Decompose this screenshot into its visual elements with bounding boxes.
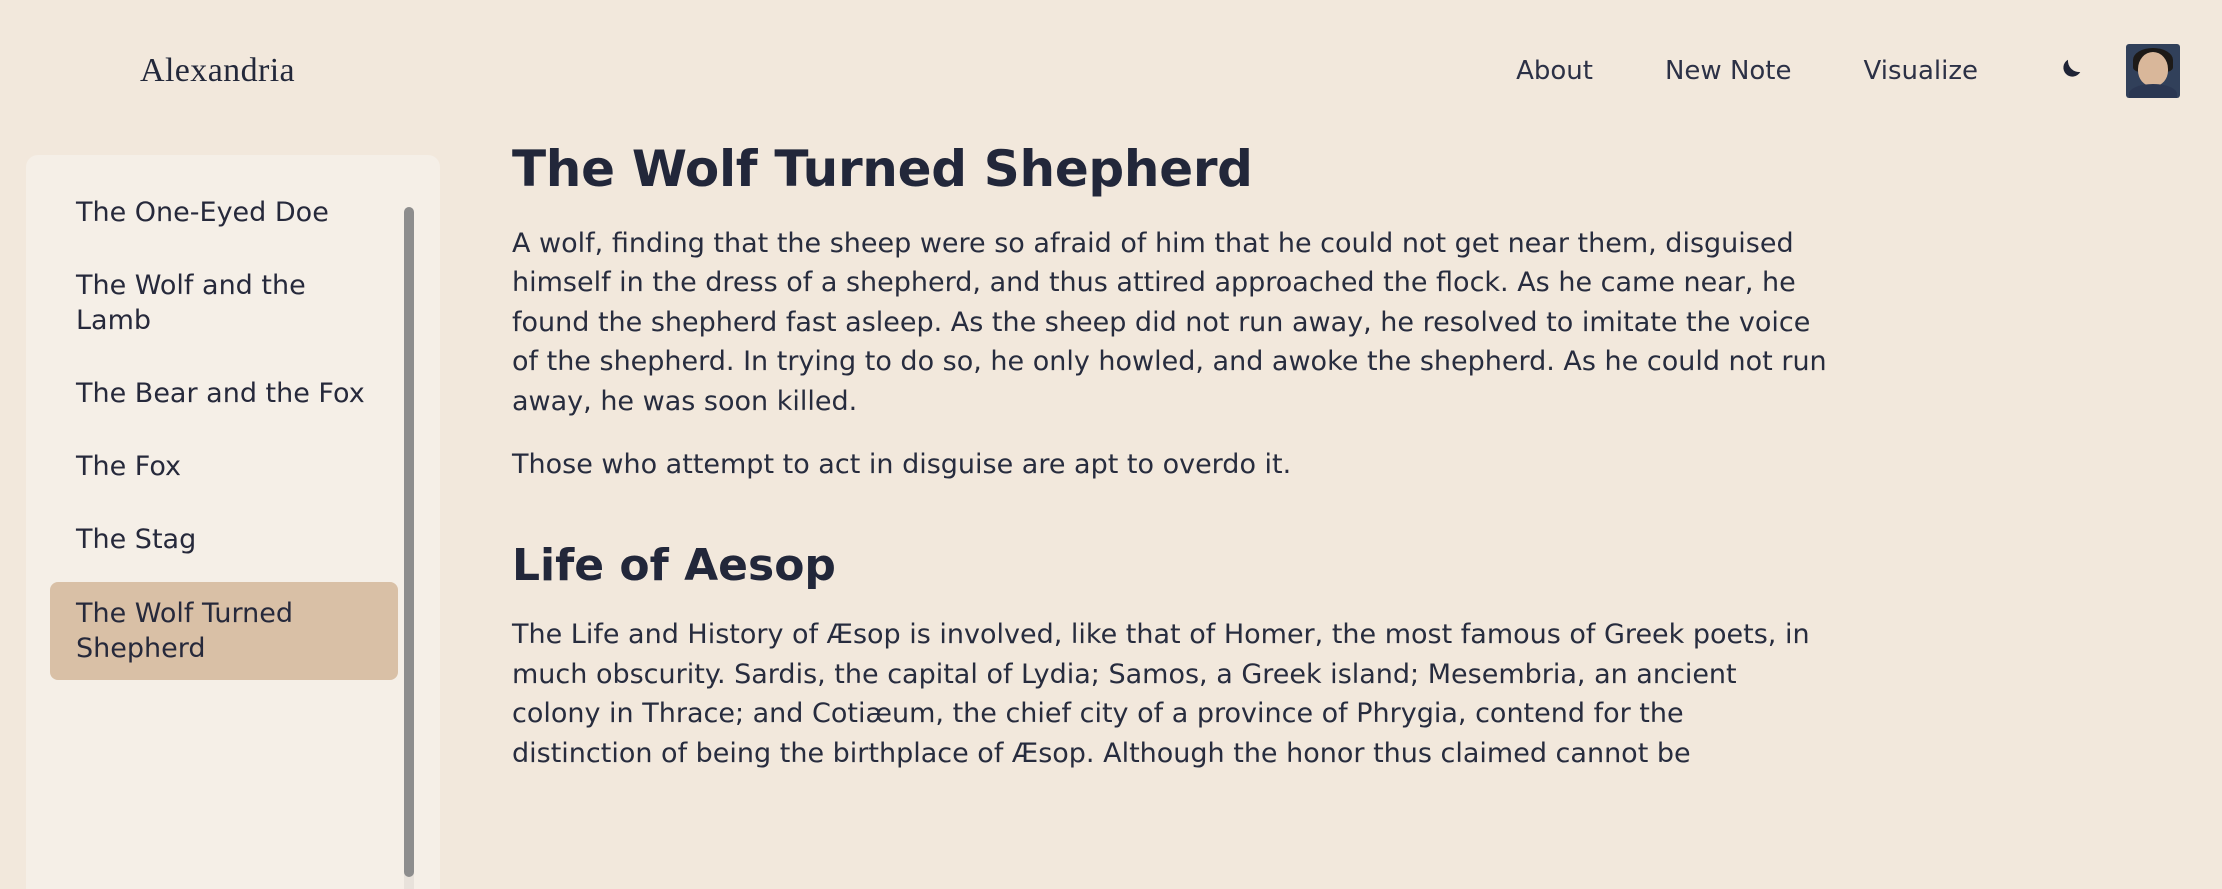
sidebar-scrollbar-thumb[interactable] [404, 207, 414, 877]
nav-item-new-note[interactable]: New Note [1664, 56, 1792, 86]
avatar-shoulders [2129, 84, 2177, 98]
section-paragraph-1: The Life and History of Æsop is involved, like that of Homer, the most famous of Greek poets, in much obscurity. Sardis, the capital of Lydia; Samos, a Greek island; Mesembria, an ancient colony in Thrace; and Cotiæum, the chief city of a province of Phrygia, contend for the distinction of being the birthplace of Æsop. Although the honor thus claimed cannot be [512, 619, 1810, 769]
sidebar-item-the-wolf-turned-shepherd[interactable]: The Wolf Turned Shepherd [50, 582, 398, 680]
sidebar-item-the-fox[interactable]: The Fox [76, 451, 182, 483]
note-paragraph-2: Those who attempt to act in disguise are apt to overdo it. [512, 449, 1292, 481]
notes-list [26, 181, 440, 889]
section-title-life-of-aesop: Life of Aesop [512, 540, 836, 592]
top-header [0, 0, 2222, 142]
moon-icon[interactable] [2040, 42, 2098, 100]
sidebar-item-the-wolf-and-the-lamb[interactable]: The Wolf and the Lamb [76, 270, 306, 337]
avatar-face [2138, 52, 2168, 86]
nav-item-about[interactable]: About [1516, 56, 1593, 86]
sidebar-item-the-bear-and-the-fox[interactable]: The Bear and the Fox [76, 378, 365, 410]
notes-sidebar [26, 155, 440, 889]
avatar[interactable] [2126, 44, 2180, 98]
main-nav [1480, 42, 2194, 100]
page-title: The Wolf Turned Shepherd [512, 140, 1253, 198]
sidebar-item-the-stag[interactable]: The Stag [76, 524, 197, 556]
sidebar-item-the-one-eyed-doe[interactable]: The One-Eyed Doe [76, 197, 329, 228]
note-paragraph-1: A wolf, finding that the sheep were so afraid of him that he could not get near them, disguised himself in the dress of a shepherd, and thus attired approached the flock. As he came near, he found the shepherd fast asleep. As the sheep did not run away, he resolved to imitate the voice of the shepherd. In trying to do so, he only howled, and awoke the shepherd. As he could not run away, he was soon killed. [512, 228, 1827, 417]
nav-item-visualize[interactable]: Visualize [1863, 56, 1978, 86]
app-brand[interactable]: Alexandria [140, 52, 296, 89]
note-content [512, 140, 1932, 797]
